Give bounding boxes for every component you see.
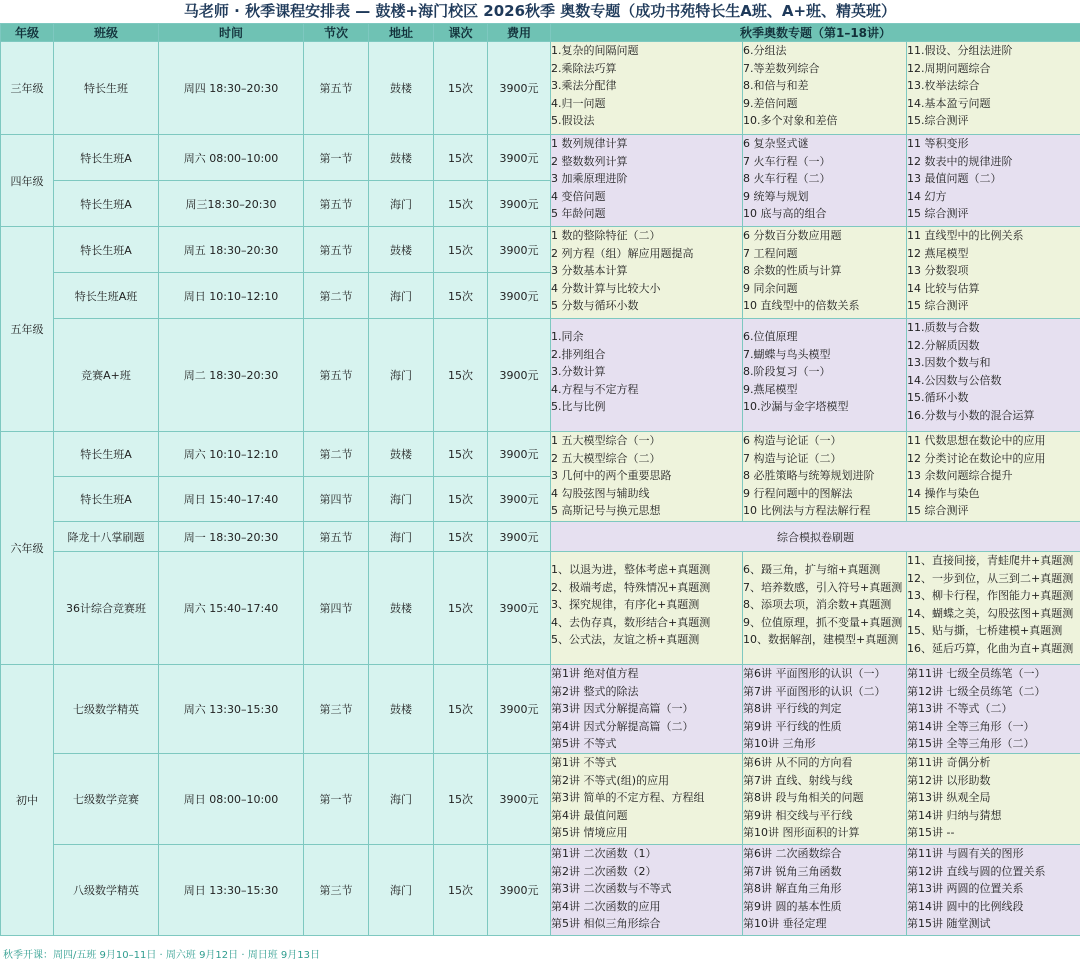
topic-item: 第10讲 三角形 [743,737,816,751]
address-cell: 海门 [369,273,434,319]
table-row [1,844,1080,935]
topic-item: 第2讲 整式的除法 [551,684,639,698]
topic-item: 13 最值问题（二） [907,172,1002,186]
topics-column [907,844,1080,935]
topic-item: 11、直接间接，青蛙爬井+真题测 [907,554,1074,567]
topic-item: 第1讲 不等式 [551,755,617,769]
topic-item: 第13讲 不等式（二） [907,702,1013,716]
time-cell: 周二 18:30–20:30 [159,319,304,432]
fee-cell: 3900元 [488,42,551,135]
schedule-table [0,23,1080,936]
class-cell: 八级数学精英 [54,844,159,935]
topic-item: 5 高斯记号与换元思想 [551,504,661,518]
topics-column [907,135,1080,227]
topics-column [551,135,743,227]
header-grade: 年级 [1,24,54,42]
grade-cell: 四年级 [1,135,54,227]
time-cell: 周四 18:30–20:30 [159,42,304,135]
session-cell: 第四节 [304,552,369,665]
topic-item: 第11讲 七级全员练笔（一） [907,667,1046,680]
topic-item: 2、极端考虑，特殊情况+真题测 [551,580,711,594]
topic-item: 第12讲 直线与圆的位置关系 [907,864,1046,878]
time-cell: 周六 15:40–17:40 [159,552,304,665]
topic-item: 16.分数与小数的混合运算 [907,408,1035,422]
table-row [1,42,1080,135]
fee-cell: 3900元 [488,665,551,754]
topic-item: 8.和倍与和差 [743,79,809,93]
time-cell: 周日 10:10–12:10 [159,273,304,319]
topic-item: 12 分类讨论在数论中的应用 [907,451,1046,465]
table-row [1,227,1080,273]
topic-item: 15、贴与撕，七桥建模+真题测 [907,624,1063,638]
topic-item: 第4讲 二次函数的应用 [551,899,661,913]
topic-item: 第1讲 二次函数（1） [551,846,657,860]
topic-item: 14.基本盈亏问题 [907,96,991,110]
topic-item: 6 构造与论证（一） [743,434,842,447]
topic-item: 9.燕尾模型 [743,382,798,396]
session-cell: 第三节 [304,844,369,935]
topic-item: 13 分数裂项 [907,264,969,278]
session-cell: 第五节 [304,42,369,135]
fee-cell: 3900元 [488,319,551,432]
topic-item: 3、探究规律，有序化+真题测 [551,598,700,612]
address-cell: 海门 [369,753,434,844]
topics-column [743,432,907,522]
topic-item: 4、去伪存真，数形结合+真题测 [551,615,711,629]
time-cell: 周五 18:30–20:30 [159,227,304,273]
address-cell: 海门 [369,522,434,552]
topic-item: 6、蹑三角，扩与缩+真题测 [743,563,881,576]
topic-item: 第13讲 纵观全局 [907,791,991,805]
topic-item: 6 分数百分数应用题 [743,229,842,242]
topics-column [743,227,907,319]
topic-item: 4.方程与不定方程 [551,382,639,396]
table-row [1,432,1080,477]
class-cell: 36计综合竞赛班 [54,552,159,665]
topic-item: 第11讲 奇偶分析 [907,755,991,769]
fee-cell: 3900元 [488,227,551,273]
page-title: 马老师 · 秋季课程安排表 — 鼓楼+海门校区 2026秋季 奥数专题（成功书苑特长生A班、A+班、精英班） [183,2,897,20]
lessons-cell: 15次 [434,135,488,181]
session-cell: 第二节 [304,273,369,319]
topic-item: 11 等积变形 [907,137,969,150]
topic-item: 第4讲 最值问题 [551,808,628,822]
header-row [1,24,1080,42]
topic-item: 3.分数计算 [551,365,606,379]
topic-item: 1.同余 [551,330,584,343]
topic-item: 9、位值原理，抓不变量+真题测 [743,615,903,629]
lessons-cell: 15次 [434,844,488,935]
topic-item: 2 五大模型综合（二） [551,451,661,465]
topic-item: 第7讲 直线、射线与线 [743,773,853,787]
topics-column [907,552,1080,665]
topic-item: 7.蝴蝶与鸟头模型 [743,347,831,361]
topic-item: 第15讲 随堂测试 [907,917,991,931]
table-row [1,552,1080,665]
address-cell: 鼓楼 [369,665,434,754]
lessons-cell: 15次 [434,665,488,754]
fee-cell: 3900元 [488,135,551,181]
topic-item: 第6讲 平面图形的认识（一） [743,667,886,680]
topic-item: 13 余数问题综合提升 [907,469,1013,483]
fee-cell: 3900元 [488,273,551,319]
topic-item: 第4讲 因式分解提高篇（二） [551,719,694,733]
topic-item: 3 几何中的两个重要思路 [551,469,672,483]
lessons-cell: 15次 [434,522,488,552]
topic-item: 第8讲 解直角三角形 [743,882,842,896]
address-cell: 鼓楼 [369,135,434,181]
topic-item: 5 年龄问题 [551,207,606,221]
topic-item: 第15讲 全等三角形（二） [907,737,1035,751]
topics-column [551,319,743,432]
topic-item: 12 数表中的规律进阶 [907,154,1013,168]
lessons-cell: 15次 [434,477,488,522]
topic-item: 15 综合测评 [907,504,969,518]
header-class: 班级 [54,24,159,42]
time-cell: 周六 10:10–12:10 [159,432,304,477]
time-cell: 周日 13:30–15:30 [159,844,304,935]
topics-column [551,432,743,522]
fee-cell: 3900元 [488,552,551,665]
topic-item: 第15讲 -- [907,826,955,840]
topic-item: 1 数的整除特征（二） [551,229,661,242]
header-time: 时间 [159,24,304,42]
topic-item: 3.乘法分配律 [551,79,617,93]
time-cell: 周一 18:30–20:30 [159,522,304,552]
topic-item: 1 五大模型综合（一） [551,434,661,447]
topic-item: 第14讲 全等三角形（一） [907,719,1035,733]
topic-item: 10 直线型中的倍数关系 [743,299,860,313]
fee-cell: 3900元 [488,477,551,522]
footnote: 秋季开课：周四/五班 9月10–11日 · 周六班 9月12日 · 周日班 9月13日 [3,950,320,961]
fee-cell: 3900元 [488,432,551,477]
topic-item: 第6讲 二次函数综合 [743,846,842,860]
topic-item: 第8讲 段与角相关的问题 [743,791,864,805]
topic-item: 8、添项去项，消余数+真题测 [743,598,892,612]
class-cell: 特长生班A [54,227,159,273]
topic-item: 3 分数基本计算 [551,264,628,278]
topic-item: 第9讲 平行线的性质 [743,719,842,733]
topics-column [907,227,1080,319]
grade-cell: 三年级 [1,42,54,135]
topic-item: 5.假设法 [551,114,595,128]
topic-item: 15 综合测评 [907,207,969,221]
topics-column [743,665,907,754]
topic-item: 7.等差数列综合 [743,61,820,75]
table-row [1,522,1080,552]
topic-item: 8.阶段复习（一） [743,365,831,379]
header-fee: 费用 [488,24,551,42]
topic-item: 第7讲 平面图形的认识（二） [743,684,886,698]
session-cell: 第五节 [304,522,369,552]
topic-item: 14 幻方 [907,189,947,203]
topic-item: 第8讲 平行线的判定 [743,702,842,716]
class-cell: 七级数学竞赛 [54,753,159,844]
topic-item: 第5讲 不等式 [551,737,617,751]
session-cell: 第三节 [304,665,369,754]
topic-item: 第10讲 垂径定理 [743,917,827,931]
session-cell: 第四节 [304,477,369,522]
time-cell: 周六 08:00–10:00 [159,135,304,181]
topic-item: 11.假设、分组法进阶 [907,44,1013,57]
topic-item: 10 底与高的组合 [743,207,827,221]
topic-item: 6.位值原理 [743,330,798,343]
topic-item: 12.周期问题综合 [907,61,991,75]
topic-item: 9 统筹与规划 [743,189,809,203]
topic-item: 第10讲 图形面积的计算 [743,826,860,840]
lessons-cell: 15次 [434,227,488,273]
fee-cell: 3900元 [488,753,551,844]
topic-item: 8 余数的性质与计算 [743,264,842,278]
address-cell: 鼓楼 [369,432,434,477]
table-row [1,319,1080,432]
table-row [1,665,1080,754]
time-cell: 周六 13:30–15:30 [159,665,304,754]
fee-cell: 3900元 [488,844,551,935]
grade-cell: 五年级 [1,227,54,432]
topic-item: 3 加乘原理进阶 [551,172,628,186]
topic-item: 第3讲 因式分解提高篇（一） [551,702,694,716]
topic-item: 第9讲 相交线与平行线 [743,808,853,822]
lessons-cell: 15次 [434,42,488,135]
class-cell: 竞赛A+班 [54,319,159,432]
address-cell: 海门 [369,319,434,432]
topics-column [551,42,743,135]
class-cell: 降龙十八掌刷题 [54,522,159,552]
address-cell: 海门 [369,844,434,935]
topic-item: 16、延后巧算，化曲为直+真题测 [907,641,1074,655]
topic-item: 13、柳卡行程，作图能力+真题测 [907,589,1074,603]
mock-exam-cell: 综合模拟卷刷题 [551,522,1080,552]
class-cell: 特长生班A班 [54,273,159,319]
topic-item: 1.复杂的间隔问题 [551,44,639,57]
topic-item: 14.公因数与公倍数 [907,373,1002,387]
lessons-cell: 15次 [434,552,488,665]
topic-item: 7、培养数感，引入符号+真题测 [743,580,903,594]
topic-item: 10.沙漏与金字塔模型 [743,400,849,414]
topic-item: 2.排列组合 [551,347,606,361]
session-cell: 第一节 [304,753,369,844]
topic-item: 1 数列规律计算 [551,137,628,150]
topic-item: 5、公式法，友谊之桥+真题测 [551,633,700,647]
topic-item: 6 复杂竖式谜 [743,137,809,150]
topics-column [743,552,907,665]
table-row [1,753,1080,844]
address-cell: 鼓楼 [369,552,434,665]
class-cell: 特长生班A [54,181,159,227]
topic-item: 4.归一问题 [551,96,606,110]
header-topics: 秋季奥数专题（第1–18讲） [551,24,1080,42]
session-cell: 第五节 [304,227,369,273]
topic-item: 第12讲 以形助数 [907,773,991,787]
topic-item: 1、以退为进，整体考虑+真题测 [551,563,711,576]
topic-item: 第1讲 绝对值方程 [551,667,639,680]
fee-cell: 3900元 [488,181,551,227]
topic-item: 第11讲 与圆有关的图形 [907,846,1024,860]
class-cell: 特长生班A [54,135,159,181]
topic-item: 7 工程问题 [743,246,798,260]
lessons-cell: 15次 [434,753,488,844]
topic-item: 12 燕尾模型 [907,246,969,260]
topics-column [551,753,743,844]
topic-item: 14 比较与估算 [907,281,980,295]
class-cell: 特长生班A [54,477,159,522]
topic-item: 15.综合测评 [907,114,969,128]
address-cell: 海门 [369,181,434,227]
class-cell: 七级数学精英 [54,665,159,754]
lessons-cell: 15次 [434,181,488,227]
topics-column [907,42,1080,135]
topic-item: 10 比例法与方程法解行程 [743,504,871,518]
topic-item: 12、一步到位，从三到二+真题测 [907,571,1074,585]
address-cell: 海门 [369,477,434,522]
header-lessons: 课次 [434,24,488,42]
grade-cell: 六年级 [1,432,54,665]
topic-item: 4 分数计算与比较大小 [551,281,661,295]
topics-column [743,135,907,227]
topic-item: 7 火车行程（一） [743,154,831,168]
topic-item: 2.乘除法巧算 [551,61,617,75]
topic-item: 第5讲 情境应用 [551,826,628,840]
topics-column [743,844,907,935]
topics-column [743,319,907,432]
topic-item: 4 变倍问题 [551,189,606,203]
topics-column [907,665,1080,754]
topic-item: 13.枚举法综合 [907,79,980,93]
topic-item: 8 火车行程（二） [743,172,831,186]
session-cell: 第五节 [304,181,369,227]
topic-item: 第14讲 归纳与猜想 [907,808,1002,822]
topic-item: 10、数据解剖，建模型+真题测 [743,633,899,647]
topic-item: 9 同余问题 [743,281,798,295]
topic-item: 第2讲 二次函数（2） [551,864,657,878]
session-cell: 第二节 [304,432,369,477]
topic-item: 14、蝴蝶之美，勾股弦图+真题测 [907,606,1074,620]
table-row [1,135,1080,181]
topic-item: 第2讲 不等式(组)的应用 [551,773,670,787]
topic-item: 第9讲 圆的基本性质 [743,899,842,913]
topic-item: 第14讲 圆中的比例线段 [907,899,1024,913]
topic-item: 11 代数思想在数论中的应用 [907,434,1046,447]
time-cell: 周日 15:40–17:40 [159,477,304,522]
topic-item: 14 操作与染色 [907,486,980,500]
lessons-cell: 15次 [434,432,488,477]
topic-item: 11.质数与合数 [907,321,980,334]
topic-item: 第6讲 从不同的方向看 [743,755,853,769]
topic-item: 第3讲 简单的不定方程、方程组 [551,791,705,805]
topic-item: 9.差倍问题 [743,96,798,110]
topics-column [551,552,743,665]
topic-item: 第12讲 七级全员练笔（二） [907,684,1046,698]
session-cell: 第五节 [304,319,369,432]
topic-item: 第13讲 两圆的位置关系 [907,882,1024,896]
topic-item: 2 列方程（组）解应用题提高 [551,246,694,260]
header-session: 节次 [304,24,369,42]
class-cell: 特长生班 [54,42,159,135]
topics-column [551,227,743,319]
class-cell: 特长生班A [54,432,159,477]
session-cell: 第一节 [304,135,369,181]
topic-item: 11 直线型中的比例关系 [907,229,1024,242]
topic-item: 5.比与比例 [551,400,606,414]
lessons-cell: 15次 [434,273,488,319]
topic-item: 4 勾股弦图与辅助线 [551,486,650,500]
topic-item: 15.循环小数 [907,391,969,405]
topics-column [907,753,1080,844]
fee-cell: 3900元 [488,522,551,552]
topic-item: 6.分组法 [743,44,787,57]
topic-item: 9 行程问题中的图解法 [743,486,853,500]
topic-item: 10.多个对象和差倍 [743,114,838,128]
topics-column [907,319,1080,432]
grade-cell: 初中 [1,665,54,936]
address-cell: 鼓楼 [369,42,434,135]
time-cell: 周日 08:00–10:00 [159,753,304,844]
topics-column [743,42,907,135]
topic-item: 15 综合测评 [907,299,969,313]
topic-item: 7 构造与论证（二） [743,451,842,465]
lessons-cell: 15次 [434,319,488,432]
topics-column [551,844,743,935]
topic-item: 第3讲 二次函数与不等式 [551,882,672,896]
topic-item: 12.分解质因数 [907,338,980,352]
topic-item: 2 整数数列计算 [551,154,628,168]
topic-item: 第5讲 相似三角形综合 [551,917,661,931]
time-cell: 周三18:30–20:30 [159,181,304,227]
topics-column [743,753,907,844]
address-cell: 鼓楼 [369,227,434,273]
topic-item: 5 分数与循环小数 [551,299,639,313]
topics-column [907,432,1080,522]
topic-item: 8 必胜策略与统筹规划进阶 [743,469,875,483]
header-address: 地址 [369,24,434,42]
topic-item: 13.因数个数与和 [907,356,991,370]
topic-item: 第7讲 锐角三角函数 [743,864,842,878]
topics-column [551,665,743,754]
